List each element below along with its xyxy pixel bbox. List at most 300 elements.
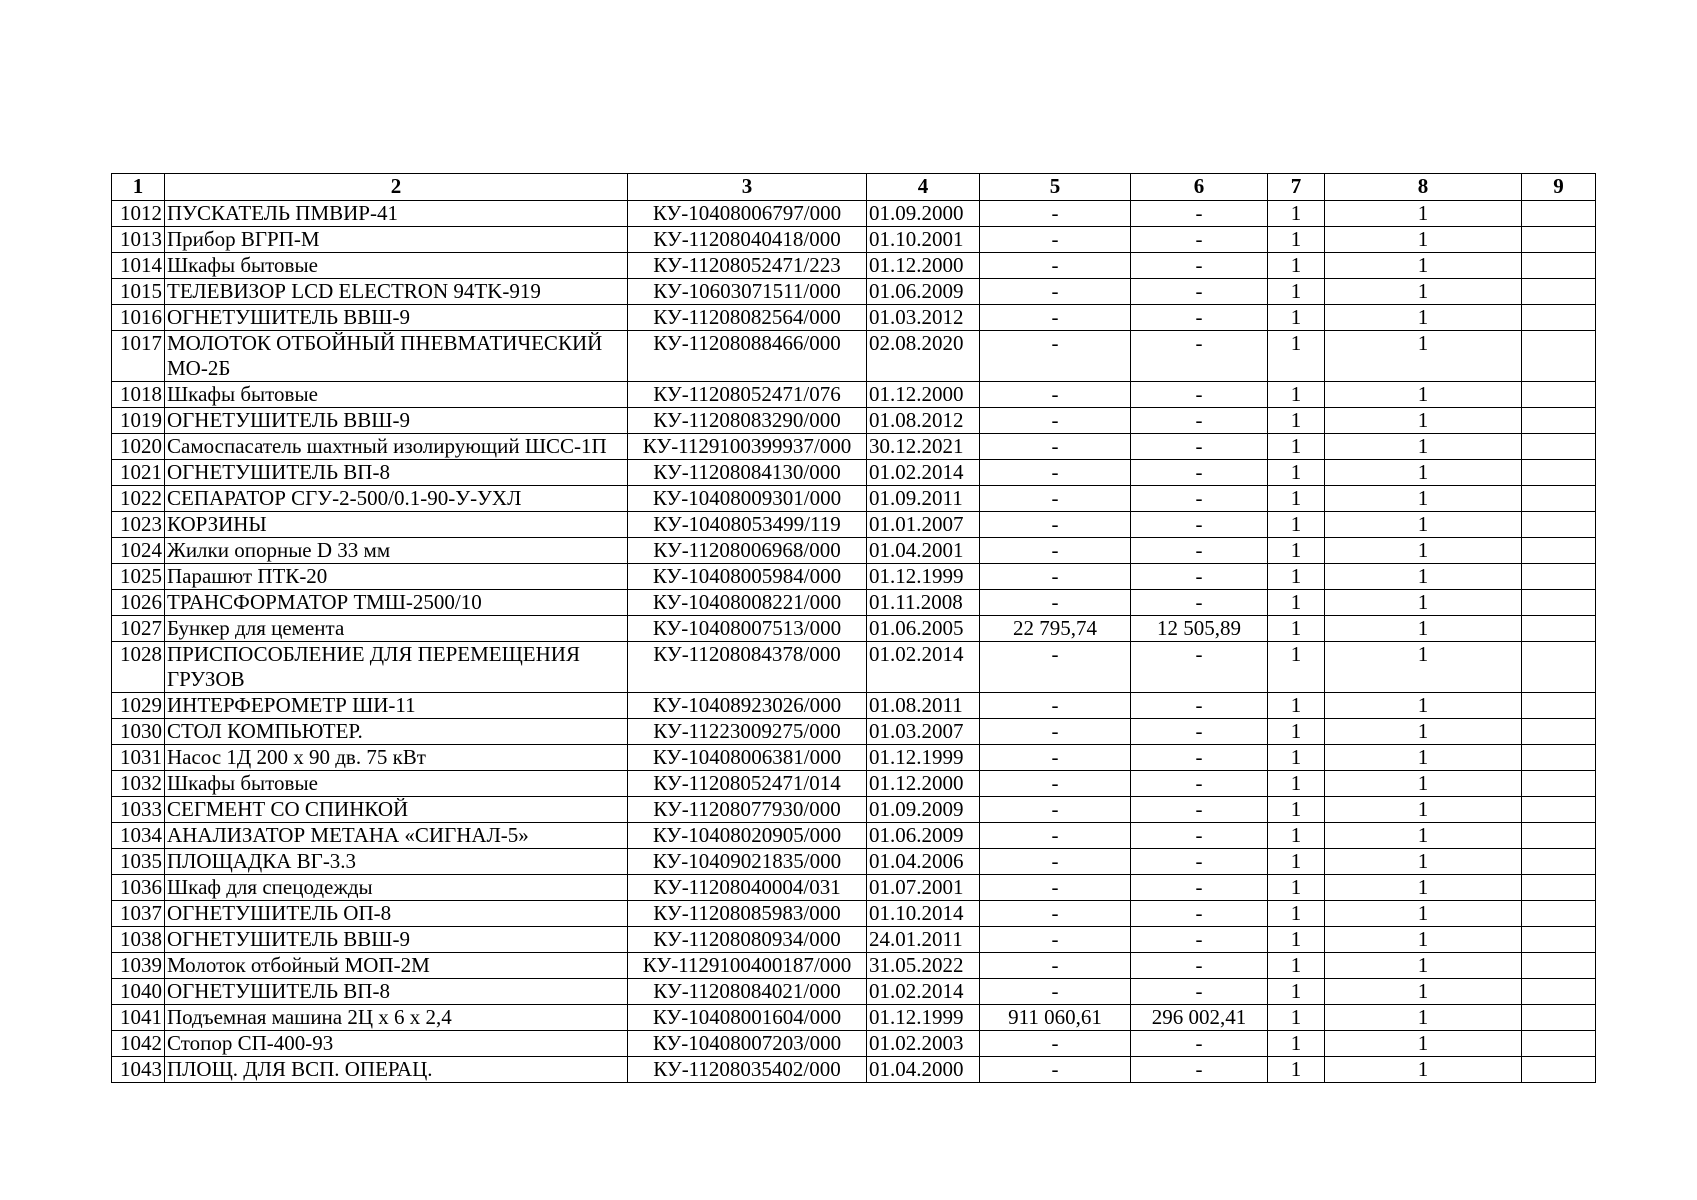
note-col9-cell [1522, 331, 1596, 382]
value-col6-cell: - [1131, 408, 1268, 434]
value-col6-cell: - [1131, 642, 1268, 693]
inventory-number-cell: КУ-11208084021/000 [628, 979, 867, 1005]
quantity-col8-cell: 1 [1325, 771, 1522, 797]
date-cell: 01.01.2007 [867, 512, 980, 538]
table-row [112, 1031, 1596, 1057]
note-col9-cell [1522, 616, 1596, 642]
inventory-number-cell: КУ-10408020905/000 [628, 823, 867, 849]
column-header: 2 [165, 174, 628, 201]
row-number-cell: 1034 [112, 823, 165, 849]
quantity-col8-cell: 1 [1325, 953, 1522, 979]
value-col5-cell: - [980, 1057, 1131, 1083]
inventory-number-cell: КУ-11208040418/000 [628, 227, 867, 253]
table-row [112, 590, 1596, 616]
value-col5-cell: - [980, 823, 1131, 849]
quantity-col7-cell: 1 [1268, 1005, 1325, 1031]
header-row [112, 174, 1596, 201]
inventory-number-cell: КУ-11208040004/031 [628, 875, 867, 901]
quantity-col8-cell: 1 [1325, 901, 1522, 927]
inventory-number-cell: КУ-10408007513/000 [628, 616, 867, 642]
inventory-number-cell: КУ-11208080934/000 [628, 927, 867, 953]
item-name-cell: ПЛОЩ. ДЛЯ ВСП. ОПЕРАЦ. [165, 1057, 628, 1083]
quantity-col7-cell: 1 [1268, 745, 1325, 771]
table-body [112, 201, 1596, 1083]
inventory-number-cell: КУ-11208084378/000 [628, 642, 867, 693]
quantity-col8-cell: 1 [1325, 745, 1522, 771]
date-cell: 01.04.2006 [867, 849, 980, 875]
value-col5-cell: - [980, 512, 1131, 538]
quantity-col8-cell: 1 [1325, 1005, 1522, 1031]
quantity-col7-cell: 1 [1268, 564, 1325, 590]
value-col6-cell: - [1131, 512, 1268, 538]
value-col5-cell: - [980, 201, 1131, 227]
column-header: 1 [112, 174, 165, 201]
value-col6-cell: - [1131, 953, 1268, 979]
note-col9-cell [1522, 434, 1596, 460]
table-row [112, 434, 1596, 460]
row-number-cell: 1040 [112, 979, 165, 1005]
date-cell: 31.05.2022 [867, 953, 980, 979]
quantity-col8-cell: 1 [1325, 979, 1522, 1005]
date-cell: 30.12.2021 [867, 434, 980, 460]
date-cell: 01.03.2012 [867, 305, 980, 331]
note-col9-cell [1522, 901, 1596, 927]
item-name-cell: СЕГМЕНТ СО СПИНКОЙ [165, 797, 628, 823]
item-name-cell: Шкафы бытовые [165, 382, 628, 408]
note-col9-cell [1522, 590, 1596, 616]
item-name-cell: ОГНЕТУШИТЕЛЬ ВВШ-9 [165, 305, 628, 331]
value-col5-cell: - [980, 953, 1131, 979]
quantity-col7-cell: 1 [1268, 253, 1325, 279]
date-cell: 01.10.2001 [867, 227, 980, 253]
note-col9-cell [1522, 693, 1596, 719]
date-cell: 01.11.2008 [867, 590, 980, 616]
item-name-cell: ОГНЕТУШИТЕЛЬ ВП-8 [165, 979, 628, 1005]
value-col6-cell: - [1131, 745, 1268, 771]
date-cell: 01.04.2001 [867, 538, 980, 564]
value-col5-cell: - [980, 719, 1131, 745]
inventory-number-cell: КУ-11208084130/000 [628, 460, 867, 486]
quantity-col8-cell: 1 [1325, 434, 1522, 460]
value-col6-cell: 296 002,41 [1131, 1005, 1268, 1031]
quantity-col7-cell: 1 [1268, 771, 1325, 797]
date-cell: 01.09.2011 [867, 486, 980, 512]
value-col5-cell: - [980, 331, 1131, 382]
column-header: 5 [980, 174, 1131, 201]
quantity-col7-cell: 1 [1268, 331, 1325, 382]
value-col6-cell: - [1131, 538, 1268, 564]
table-header [112, 174, 1596, 201]
table-row [112, 227, 1596, 253]
table-row [112, 460, 1596, 486]
quantity-col7-cell: 1 [1268, 201, 1325, 227]
quantity-col7-cell: 1 [1268, 512, 1325, 538]
inventory-number-cell: КУ-10408008221/000 [628, 590, 867, 616]
table-row [112, 745, 1596, 771]
value-col5-cell: - [980, 408, 1131, 434]
note-col9-cell [1522, 1005, 1596, 1031]
table-row [112, 512, 1596, 538]
value-col5-cell: - [980, 771, 1131, 797]
quantity-col7-cell: 1 [1268, 849, 1325, 875]
item-name-cell: ОГНЕТУШИТЕЛЬ ВП-8 [165, 460, 628, 486]
date-cell: 01.12.2000 [867, 771, 980, 797]
inventory-number-cell: КУ-11223009275/000 [628, 719, 867, 745]
inventory-number-cell: КУ-10408006797/000 [628, 201, 867, 227]
inventory-number-cell: КУ-11208085983/000 [628, 901, 867, 927]
item-name-cell: Парашют ПТК-20 [165, 564, 628, 590]
value-col5-cell: - [980, 382, 1131, 408]
note-col9-cell [1522, 408, 1596, 434]
quantity-col7-cell: 1 [1268, 1031, 1325, 1057]
table-row [112, 253, 1596, 279]
row-number-cell: 1027 [112, 616, 165, 642]
value-col6-cell: 12 505,89 [1131, 616, 1268, 642]
note-col9-cell [1522, 538, 1596, 564]
quantity-col8-cell: 1 [1325, 1057, 1522, 1083]
inventory-number-cell: КУ-11208083290/000 [628, 408, 867, 434]
row-number-cell: 1033 [112, 797, 165, 823]
row-number-cell: 1025 [112, 564, 165, 590]
value-col6-cell: - [1131, 875, 1268, 901]
item-name-cell: ОГНЕТУШИТЕЛЬ ОП-8 [165, 901, 628, 927]
quantity-col7-cell: 1 [1268, 408, 1325, 434]
item-name-cell: Подъемная машина 2Ц х 6 х 2,4 [165, 1005, 628, 1031]
date-cell: 01.02.2014 [867, 460, 980, 486]
value-col6-cell: - [1131, 771, 1268, 797]
note-col9-cell [1522, 771, 1596, 797]
date-cell: 01.02.2014 [867, 642, 980, 693]
inventory-number-cell: КУ-10408053499/119 [628, 512, 867, 538]
value-col6-cell: - [1131, 823, 1268, 849]
value-col6-cell: - [1131, 486, 1268, 512]
table-row [112, 642, 1596, 693]
table-row [112, 719, 1596, 745]
value-col5-cell: - [980, 460, 1131, 486]
inventory-number-cell: КУ-10408001604/000 [628, 1005, 867, 1031]
quantity-col8-cell: 1 [1325, 253, 1522, 279]
inventory-number-cell: КУ-11208082564/000 [628, 305, 867, 331]
value-col5-cell: 22 795,74 [980, 616, 1131, 642]
quantity-col7-cell: 1 [1268, 797, 1325, 823]
quantity-col7-cell: 1 [1268, 590, 1325, 616]
row-number-cell: 1036 [112, 875, 165, 901]
quantity-col7-cell: 1 [1268, 538, 1325, 564]
note-col9-cell [1522, 719, 1596, 745]
quantity-col7-cell: 1 [1268, 227, 1325, 253]
item-name-cell: СЕПАРАТОР СГУ-2-500/0.1-90-У-УХЛ [165, 486, 628, 512]
row-number-cell: 1015 [112, 279, 165, 305]
item-name-cell: МОЛОТОК ОТБОЙНЫЙ ПНЕВМАТИЧЕСКИЙ МО-2Б [165, 331, 628, 382]
value-col6-cell: - [1131, 719, 1268, 745]
asset-register-table [111, 173, 1596, 1083]
quantity-col8-cell: 1 [1325, 590, 1522, 616]
note-col9-cell [1522, 642, 1596, 693]
item-name-cell: Шкафы бытовые [165, 771, 628, 797]
value-col5-cell: - [980, 927, 1131, 953]
value-col5-cell: - [980, 253, 1131, 279]
inventory-number-cell: КУ-10409021835/000 [628, 849, 867, 875]
quantity-col8-cell: 1 [1325, 642, 1522, 693]
note-col9-cell [1522, 227, 1596, 253]
table-row [112, 616, 1596, 642]
value-col5-cell: 911 060,61 [980, 1005, 1131, 1031]
table-row [112, 927, 1596, 953]
inventory-number-cell: КУ-1129100399937/000 [628, 434, 867, 460]
quantity-col8-cell: 1 [1325, 331, 1522, 382]
row-number-cell: 1043 [112, 1057, 165, 1083]
item-name-cell: Шкафы бытовые [165, 253, 628, 279]
row-number-cell: 1017 [112, 331, 165, 382]
value-col6-cell: - [1131, 253, 1268, 279]
item-name-cell: Прибор ВГРП-М [165, 227, 628, 253]
table-row [112, 331, 1596, 382]
quantity-col7-cell: 1 [1268, 1057, 1325, 1083]
quantity-col7-cell: 1 [1268, 901, 1325, 927]
document-page [111, 173, 1596, 1083]
inventory-number-cell: КУ-11208077930/000 [628, 797, 867, 823]
quantity-col8-cell: 1 [1325, 849, 1522, 875]
note-col9-cell [1522, 201, 1596, 227]
item-name-cell: ОГНЕТУШИТЕЛЬ ВВШ-9 [165, 927, 628, 953]
note-col9-cell [1522, 382, 1596, 408]
value-col5-cell: - [980, 305, 1131, 331]
value-col6-cell: - [1131, 331, 1268, 382]
quantity-col8-cell: 1 [1325, 227, 1522, 253]
table-row [112, 849, 1596, 875]
note-col9-cell [1522, 979, 1596, 1005]
note-col9-cell [1522, 745, 1596, 771]
row-number-cell: 1030 [112, 719, 165, 745]
value-col5-cell: - [980, 693, 1131, 719]
note-col9-cell [1522, 875, 1596, 901]
value-col6-cell: - [1131, 227, 1268, 253]
value-col6-cell: - [1131, 201, 1268, 227]
date-cell: 01.12.2000 [867, 382, 980, 408]
row-number-cell: 1037 [112, 901, 165, 927]
quantity-col8-cell: 1 [1325, 201, 1522, 227]
inventory-number-cell: КУ-10408009301/000 [628, 486, 867, 512]
quantity-col7-cell: 1 [1268, 279, 1325, 305]
item-name-cell: Самоспасатель шахтный изолирующий ШСС-1П [165, 434, 628, 460]
quantity-col7-cell: 1 [1268, 823, 1325, 849]
row-number-cell: 1020 [112, 434, 165, 460]
date-cell: 01.09.2000 [867, 201, 980, 227]
quantity-col8-cell: 1 [1325, 797, 1522, 823]
quantity-col7-cell: 1 [1268, 305, 1325, 331]
value-col5-cell: - [980, 227, 1131, 253]
table-row [112, 901, 1596, 927]
value-col5-cell: - [980, 590, 1131, 616]
table-row [112, 538, 1596, 564]
date-cell: 01.09.2009 [867, 797, 980, 823]
row-number-cell: 1018 [112, 382, 165, 408]
date-cell: 01.06.2009 [867, 279, 980, 305]
note-col9-cell [1522, 564, 1596, 590]
value-col6-cell: - [1131, 564, 1268, 590]
date-cell: 01.06.2009 [867, 823, 980, 849]
item-name-cell: АНАЛИЗАТОР МЕТАНА «СИГНАЛ-5» [165, 823, 628, 849]
item-name-cell: Насос 1Д 200 х 90 дв. 75 кВт [165, 745, 628, 771]
value-col6-cell: - [1131, 693, 1268, 719]
quantity-col7-cell: 1 [1268, 979, 1325, 1005]
date-cell: 01.02.2003 [867, 1031, 980, 1057]
value-col6-cell: - [1131, 927, 1268, 953]
date-cell: 01.04.2000 [867, 1057, 980, 1083]
value-col6-cell: - [1131, 901, 1268, 927]
table-row [112, 305, 1596, 331]
value-col5-cell: - [980, 642, 1131, 693]
value-col5-cell: - [980, 279, 1131, 305]
value-col5-cell: - [980, 797, 1131, 823]
quantity-col8-cell: 1 [1325, 875, 1522, 901]
row-number-cell: 1013 [112, 227, 165, 253]
item-name-cell: ПЛОЩАДКА ВГ-3.3 [165, 849, 628, 875]
date-cell: 01.02.2014 [867, 979, 980, 1005]
quantity-col7-cell: 1 [1268, 382, 1325, 408]
item-name-cell: ИНТЕРФЕРОМЕТР ШИ-11 [165, 693, 628, 719]
table-row [112, 408, 1596, 434]
value-col5-cell: - [980, 875, 1131, 901]
value-col5-cell: - [980, 849, 1131, 875]
value-col6-cell: - [1131, 797, 1268, 823]
item-name-cell: Бункер для цемента [165, 616, 628, 642]
column-header: 8 [1325, 174, 1522, 201]
date-cell: 01.12.1999 [867, 1005, 980, 1031]
inventory-number-cell: КУ-10408007203/000 [628, 1031, 867, 1057]
date-cell: 24.01.2011 [867, 927, 980, 953]
item-name-cell: ТЕЛЕВИЗОР LCD ELECTRON 94TK-919 [165, 279, 628, 305]
table-row [112, 564, 1596, 590]
quantity-col8-cell: 1 [1325, 486, 1522, 512]
value-col6-cell: - [1131, 849, 1268, 875]
note-col9-cell [1522, 512, 1596, 538]
row-number-cell: 1041 [112, 1005, 165, 1031]
quantity-col8-cell: 1 [1325, 512, 1522, 538]
value-col6-cell: - [1131, 279, 1268, 305]
item-name-cell: Жилки опорные D 33 мм [165, 538, 628, 564]
quantity-col7-cell: 1 [1268, 927, 1325, 953]
value-col6-cell: - [1131, 305, 1268, 331]
note-col9-cell [1522, 953, 1596, 979]
date-cell: 01.12.2000 [867, 253, 980, 279]
note-col9-cell [1522, 279, 1596, 305]
quantity-col8-cell: 1 [1325, 693, 1522, 719]
item-name-cell: ПУСКАТЕЛЬ ПМВИР-41 [165, 201, 628, 227]
row-number-cell: 1019 [112, 408, 165, 434]
value-col5-cell: - [980, 486, 1131, 512]
column-header: 6 [1131, 174, 1268, 201]
quantity-col7-cell: 1 [1268, 434, 1325, 460]
value-col6-cell: - [1131, 979, 1268, 1005]
table-row [112, 279, 1596, 305]
date-cell: 01.12.1999 [867, 564, 980, 590]
inventory-number-cell: КУ-1129100400187/000 [628, 953, 867, 979]
date-cell: 02.08.2020 [867, 331, 980, 382]
row-number-cell: 1016 [112, 305, 165, 331]
inventory-number-cell: КУ-11208006968/000 [628, 538, 867, 564]
row-number-cell: 1023 [112, 512, 165, 538]
table-row [112, 771, 1596, 797]
inventory-number-cell: КУ-11208052471/223 [628, 253, 867, 279]
column-header: 3 [628, 174, 867, 201]
table-row [112, 875, 1596, 901]
value-col5-cell: - [980, 564, 1131, 590]
row-number-cell: 1026 [112, 590, 165, 616]
note-col9-cell [1522, 823, 1596, 849]
table-row [112, 693, 1596, 719]
table-row [112, 486, 1596, 512]
quantity-col7-cell: 1 [1268, 642, 1325, 693]
row-number-cell: 1042 [112, 1031, 165, 1057]
quantity-col8-cell: 1 [1325, 1031, 1522, 1057]
inventory-number-cell: КУ-10603071511/000 [628, 279, 867, 305]
quantity-col7-cell: 1 [1268, 460, 1325, 486]
row-number-cell: 1024 [112, 538, 165, 564]
row-number-cell: 1029 [112, 693, 165, 719]
value-col5-cell: - [980, 434, 1131, 460]
row-number-cell: 1035 [112, 849, 165, 875]
quantity-col8-cell: 1 [1325, 460, 1522, 486]
quantity-col8-cell: 1 [1325, 564, 1522, 590]
note-col9-cell [1522, 460, 1596, 486]
inventory-number-cell: КУ-11208052471/014 [628, 771, 867, 797]
table-row [112, 797, 1596, 823]
value-col6-cell: - [1131, 460, 1268, 486]
quantity-col8-cell: 1 [1325, 408, 1522, 434]
note-col9-cell [1522, 253, 1596, 279]
value-col5-cell: - [980, 538, 1131, 564]
value-col5-cell: - [980, 901, 1131, 927]
table-row [112, 1005, 1596, 1031]
item-name-cell: ПРИСПОСОБЛЕНИЕ ДЛЯ ПЕРЕМЕЩЕНИЯ ГРУЗОВ [165, 642, 628, 693]
note-col9-cell [1522, 1057, 1596, 1083]
item-name-cell: Молоток отбойный МОП-2М [165, 953, 628, 979]
date-cell: 01.08.2011 [867, 693, 980, 719]
note-col9-cell [1522, 927, 1596, 953]
note-col9-cell [1522, 305, 1596, 331]
date-cell: 01.07.2001 [867, 875, 980, 901]
quantity-col7-cell: 1 [1268, 719, 1325, 745]
date-cell: 01.08.2012 [867, 408, 980, 434]
row-number-cell: 1028 [112, 642, 165, 693]
quantity-col8-cell: 1 [1325, 305, 1522, 331]
item-name-cell: ОГНЕТУШИТЕЛЬ ВВШ-9 [165, 408, 628, 434]
quantity-col7-cell: 1 [1268, 693, 1325, 719]
value-col6-cell: - [1131, 1031, 1268, 1057]
quantity-col8-cell: 1 [1325, 279, 1522, 305]
value-col6-cell: - [1131, 590, 1268, 616]
column-header: 4 [867, 174, 980, 201]
item-name-cell: СТОЛ КОМПЬЮТЕР. [165, 719, 628, 745]
quantity-col7-cell: 1 [1268, 486, 1325, 512]
row-number-cell: 1022 [112, 486, 165, 512]
table-row [112, 979, 1596, 1005]
value-col6-cell: - [1131, 434, 1268, 460]
date-cell: 01.12.1999 [867, 745, 980, 771]
inventory-number-cell: КУ-10408006381/000 [628, 745, 867, 771]
note-col9-cell [1522, 1031, 1596, 1057]
row-number-cell: 1032 [112, 771, 165, 797]
row-number-cell: 1012 [112, 201, 165, 227]
row-number-cell: 1021 [112, 460, 165, 486]
inventory-number-cell: КУ-10408005984/000 [628, 564, 867, 590]
note-col9-cell [1522, 849, 1596, 875]
table-row [112, 953, 1596, 979]
value-col5-cell: - [980, 1031, 1131, 1057]
quantity-col7-cell: 1 [1268, 875, 1325, 901]
column-header: 7 [1268, 174, 1325, 201]
